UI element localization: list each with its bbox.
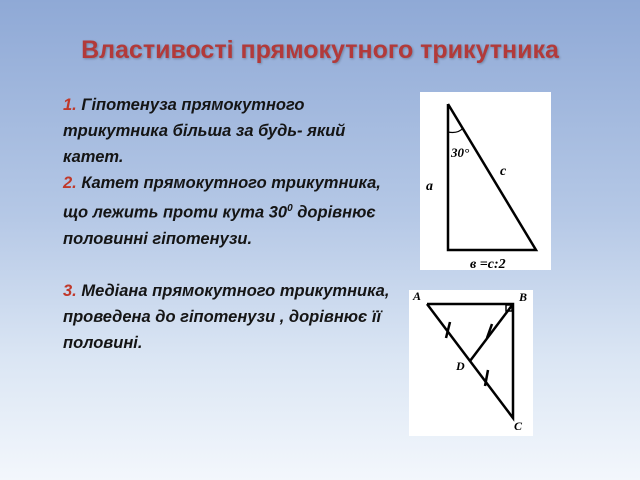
angle-arc <box>448 128 463 133</box>
slide-title: Властивості прямокутного трикутника <box>81 36 559 64</box>
item-number: 2. <box>63 174 77 192</box>
property-item-3 <box>63 278 408 356</box>
item-text: Гіпотенуза прямокутного трикутника більша за будь- який катет. <box>63 96 346 166</box>
item-text: Медіана прямокутного трикутника, проведена до гіпотенузи , дорівнює її половині. <box>63 281 390 352</box>
side-a-label: a <box>426 179 433 194</box>
vertex-a-label: A <box>413 290 422 303</box>
degree-superscript: 0 <box>287 203 293 214</box>
item-text-continued: дорівнює половинні гіпотенузи. <box>63 203 376 248</box>
property-item-1 <box>63 92 408 170</box>
item-number: 1. <box>63 96 77 114</box>
vertex-c-label: C <box>514 419 523 433</box>
side-b-label: в =с:2 <box>470 257 506 270</box>
vertex-b-label: B <box>519 290 528 304</box>
angle-label: 30° <box>451 145 470 160</box>
item-text: Катет прямокутного трикутника, що лежить проти кута 30 <box>63 174 381 222</box>
vertex-d-label: D <box>456 359 465 373</box>
properties-list <box>63 92 408 356</box>
median-figure <box>409 290 533 436</box>
median-line <box>470 304 513 361</box>
property-item-2 <box>63 170 408 252</box>
triangle-outline <box>448 104 536 250</box>
side-c-label: c <box>500 164 507 179</box>
triangle-30-figure <box>420 92 551 270</box>
item-number: 3. <box>63 281 77 300</box>
